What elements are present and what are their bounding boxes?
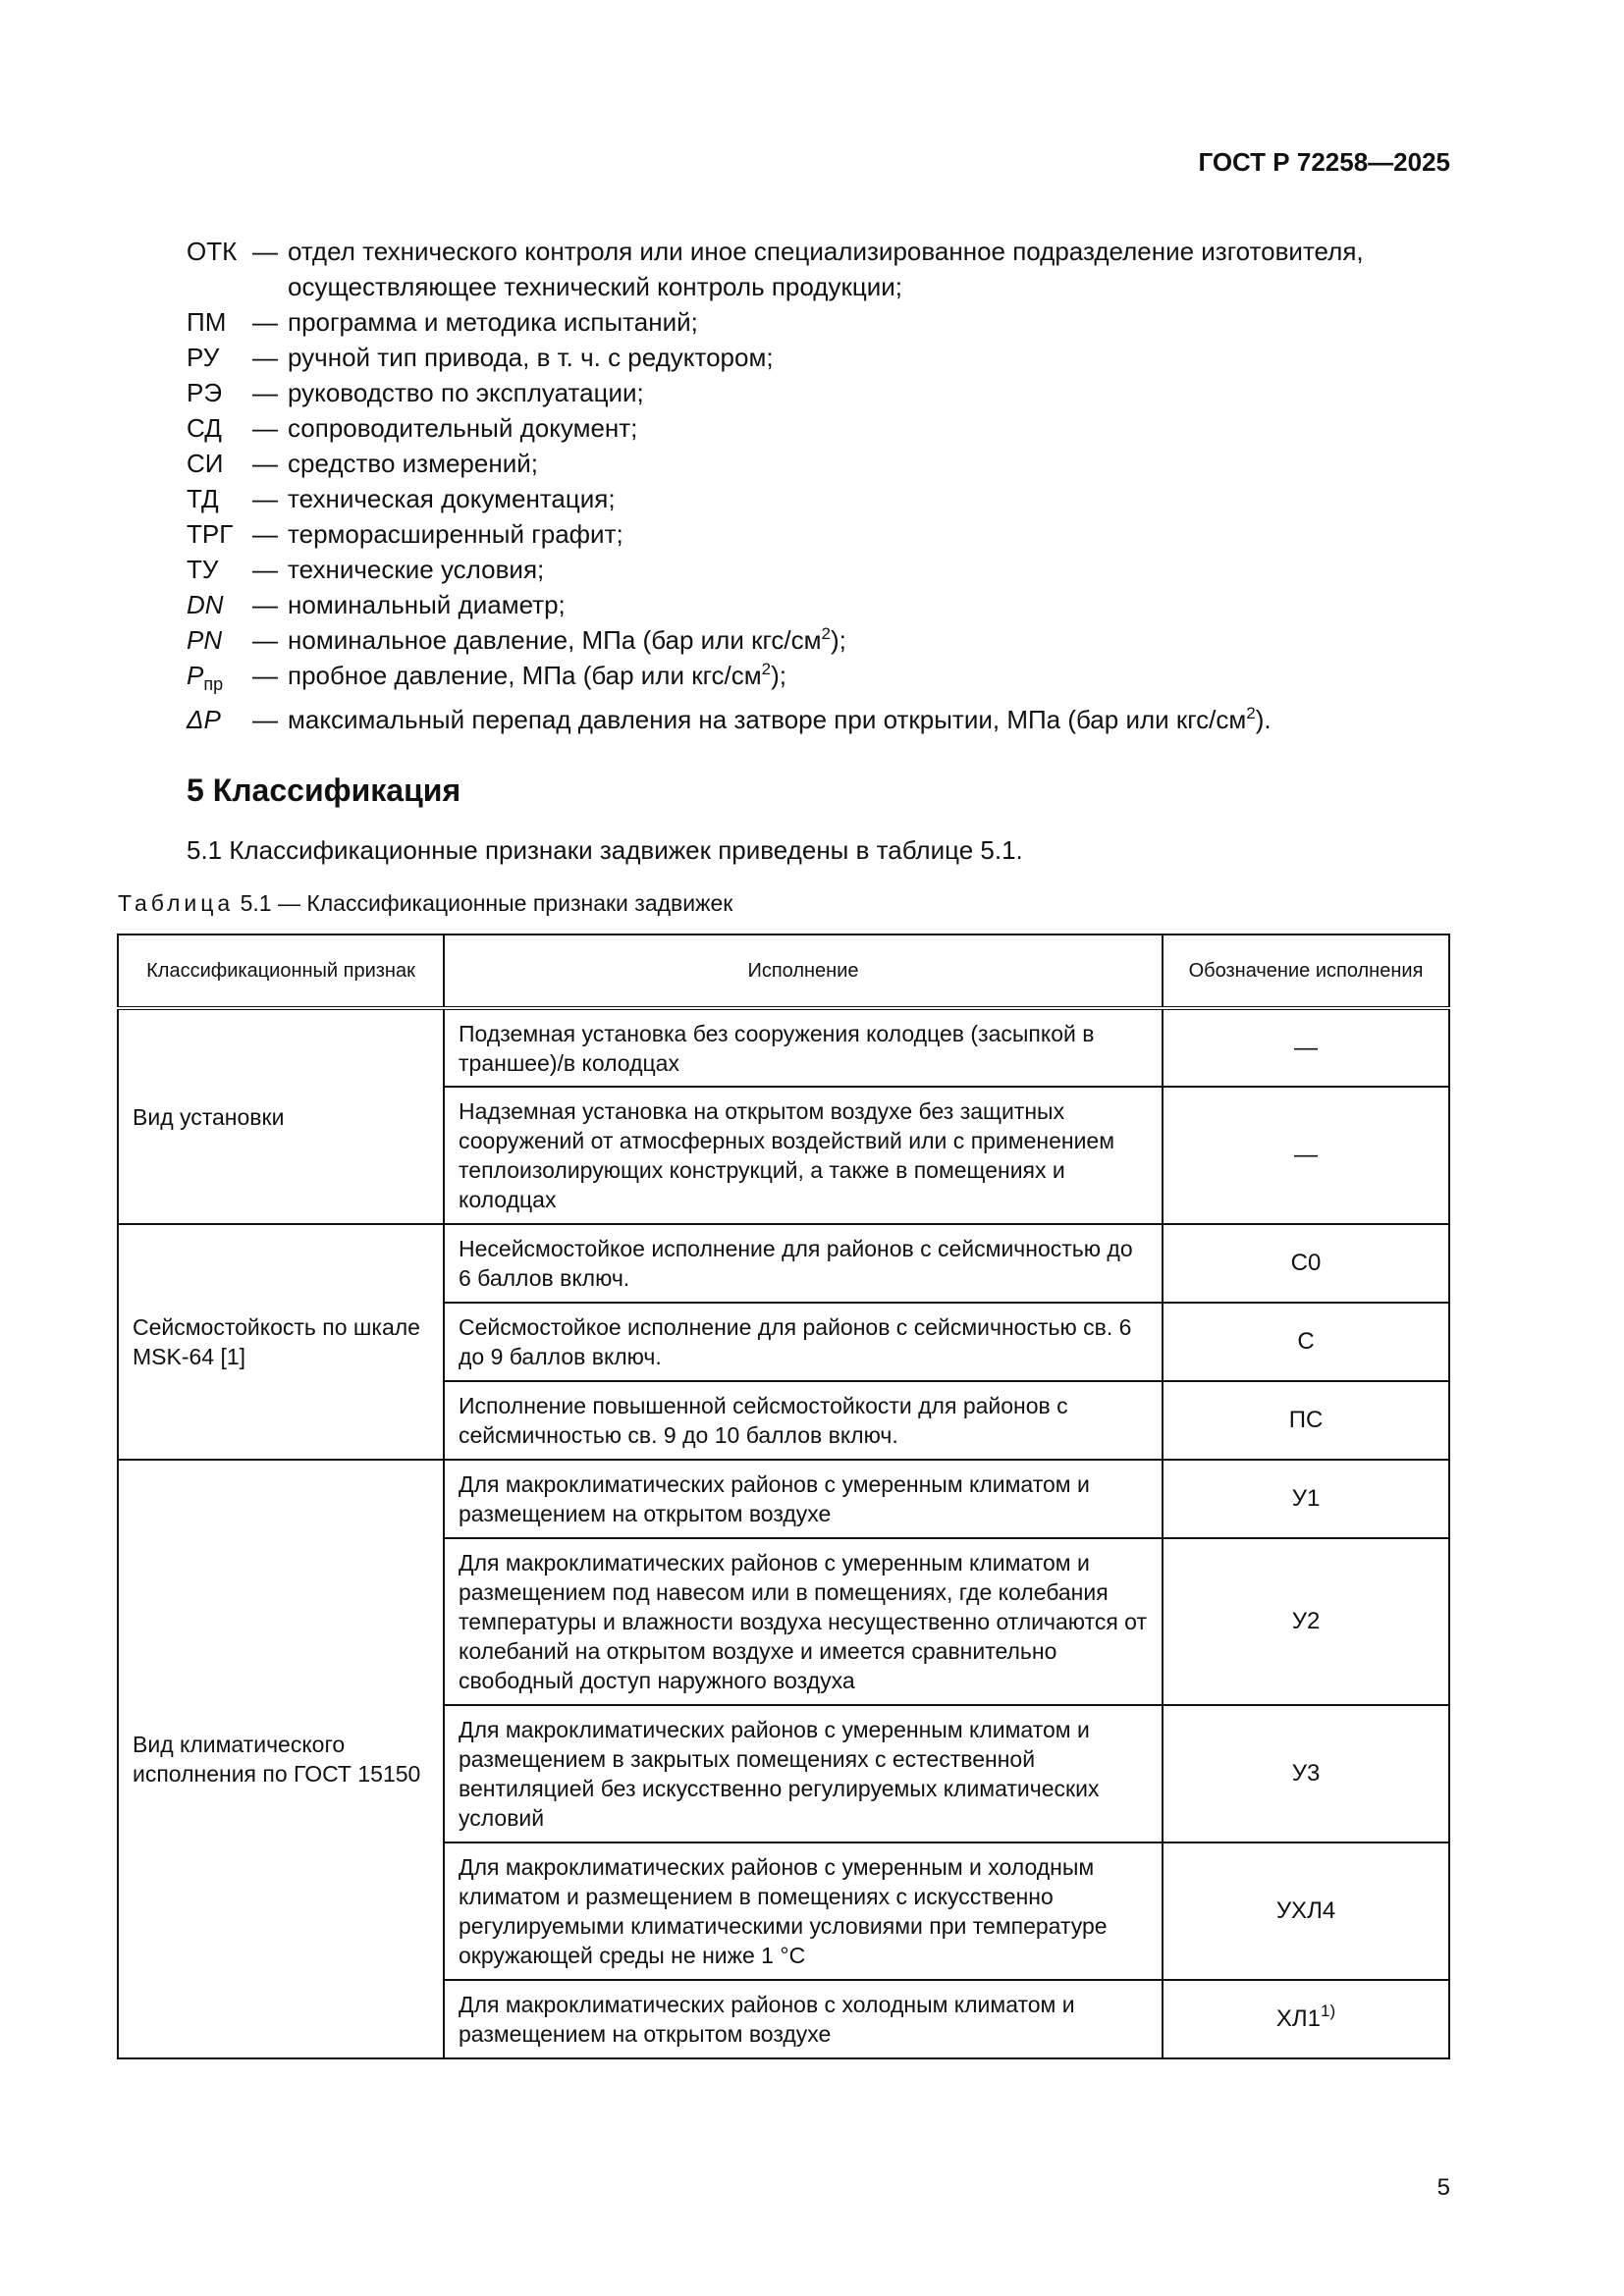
design-cell: Для макроклиматических районов с умеренным климатом и размещением под навесом или в помещениях, где колебания температуры и влажности воздуха несущественно отличаются от колебаний на открытом воздухе и имеется сравнительно свободный доступ наружного воздуха [444, 1538, 1163, 1705]
design-cell: Надземная установка на открытом воздухе без защитных сооружений от атмосферных воздействий или с применением теплоизолирующих конструкций, а также в помещениях и колодцах [444, 1087, 1163, 1224]
abbr-row [187, 234, 1453, 304]
design-cell: Подземная установка без сооружения колодцев (засыпкой в траншее)/в колодцах [444, 1008, 1163, 1087]
header-code: Обозначение исполнения [1163, 934, 1449, 1008]
abbr-row [187, 702, 1453, 737]
abbr-dash: — [252, 661, 278, 690]
design-cell: Для макроклиматических районов с умеренным и холодным климатом и размещением в помещениях с искусственно регулируемыми климатическими условиями при температуре окружающей среды не ниже 1 °С [444, 1842, 1163, 1980]
abbr-dash: — [252, 555, 278, 584]
code-cell: УХЛ4 [1163, 1842, 1449, 1980]
code-cell: У3 [1163, 1705, 1449, 1842]
design-cell: Исполнение повышенной сейсмостойкости для районов с сейсмичностью св. 9 до 10 баллов включ. [444, 1381, 1163, 1460]
abbr-definition: ручной тип привода, в т. ч. с редуктором; [288, 343, 774, 372]
abbr-term: СИ [187, 449, 224, 478]
abbr-dash: — [252, 519, 278, 549]
table-row [118, 1008, 1449, 1087]
code-cell: — [1163, 1008, 1449, 1087]
abbr-row [187, 516, 1453, 552]
abbr-term: $P_{пр}$ [187, 661, 224, 694]
abbr-definition: технические условия; [288, 555, 545, 584]
abbr-row [187, 622, 1453, 658]
code-cell: — [1163, 1087, 1449, 1224]
abbr-term: PN [187, 625, 223, 655]
abbr-row [187, 304, 1453, 340]
feature-cell: Вид климатического исполнения по ГОСТ 15150 [118, 1460, 444, 2058]
abbr-term: СД [187, 413, 222, 443]
abbr-row [187, 481, 1453, 516]
section-heading: 5 Классификация [187, 773, 461, 808]
code-cell: С [1163, 1303, 1449, 1381]
abbr-dash: — [252, 237, 278, 266]
abbr-dash: — [252, 378, 278, 407]
abbr-definition: номинальное давление, МПа (бар или кгс/$см^2$); [288, 624, 846, 655]
abbr-term: ТУ [187, 555, 219, 584]
design-cell: Для макроклиматических районов с умеренным климатом и размещением на открытом воздухе [444, 1460, 1163, 1538]
table-row [118, 1460, 1449, 1538]
abbr-term: ПМ [187, 307, 227, 337]
abbr-row [187, 340, 1453, 375]
abbr-term: РУ [187, 343, 220, 372]
table-header-row [118, 934, 1449, 1008]
abbr-definition: пробное давление, МПа (бар или кгс/$см^2$); [288, 660, 786, 690]
code-cell: С0 [1163, 1224, 1449, 1303]
header-feature: Классификационный признак [118, 934, 444, 1008]
abbr-dash: — [252, 449, 278, 478]
abbr-row [187, 375, 1453, 410]
abbr-dash: — [252, 413, 278, 443]
design-cell: Несейсмостойкое исполнение для районов с сейсмичностью до 6 баллов включ. [444, 1224, 1163, 1303]
abbr-term: ТРГ [187, 519, 234, 549]
abbr-definition: сопроводительный документ; [288, 413, 638, 443]
abbr-dash: — [252, 625, 278, 655]
abbr-row [187, 587, 1453, 622]
table-caption: Таблица 5.1 — Классификационные признаки задвижек [118, 890, 733, 916]
abbr-definition: максимальный перепад давления на затворе при открытии, МПа (бар или кгс/$см^2$). [288, 704, 1272, 734]
abbr-dash: — [252, 307, 278, 337]
abbr-dash: — [252, 590, 278, 619]
abbr-term: ΔP [187, 705, 221, 734]
document-code: ГОСТ Р 72258—2025 [1198, 147, 1450, 177]
code-cell: У2 [1163, 1538, 1449, 1705]
abbr-term: РЭ [187, 378, 223, 407]
abbr-term: ОТК [187, 237, 238, 266]
design-cell: Для макроклиматических районов с умеренным климатом и размещением в закрытых помещениях с естественной вентиляцией без искусственно регулируемых климатических условий [444, 1705, 1163, 1842]
feature-cell: Сейсмостойкость по шкале MSK-64 [1] [118, 1224, 444, 1460]
abbr-term: ТД [187, 484, 219, 513]
abbr-row [187, 410, 1453, 446]
abbr-definition: руководство по эксплуатации; [288, 378, 644, 407]
design-cell: Для макроклиматических районов с холодным климатом и размещением на открытом воздухе [444, 1980, 1163, 2058]
abbr-definition: номинальный диаметр; [288, 590, 566, 619]
abbr-row [187, 658, 1453, 702]
abbr-definition: техническая документация; [288, 484, 616, 513]
abbr-definition: терморасширенный графит; [288, 519, 623, 549]
abbr-definition: программа и методика испытаний; [288, 307, 698, 337]
page-number: 5 [1436, 2174, 1450, 2201]
feature-cell: Вид установки [118, 1008, 444, 1224]
code-cell: ПС [1163, 1381, 1449, 1460]
abbr-definition: средство измерений; [288, 449, 538, 478]
header-design: Исполнение [444, 934, 1163, 1008]
table-row [118, 1224, 1449, 1303]
abbr-row [187, 552, 1453, 587]
abbr-term: DN [187, 590, 224, 619]
abbr-dash: — [252, 705, 278, 734]
code-cell: ХЛ1$^{1)}$ [1163, 1980, 1449, 2058]
code-cell: У1 [1163, 1460, 1449, 1538]
abbr-dash: — [252, 484, 278, 513]
abbr-dash: — [252, 343, 278, 372]
design-cell: Сейсмостойкое исполнение для районов с сейсмичностью св. 6 до 9 баллов включ. [444, 1303, 1163, 1381]
classification-table [117, 934, 1450, 2059]
abbr-row [187, 446, 1453, 481]
abbr-definition: отдел технического контроля или иное специализированное подразделение изготовителя, осуществляющее технический контроль продукции; [288, 237, 1364, 301]
section-paragraph: 5.1 Классификационные признаки задвижек приведены в таблице 5.1. [187, 835, 1023, 865]
abbreviation-list [187, 234, 1453, 737]
